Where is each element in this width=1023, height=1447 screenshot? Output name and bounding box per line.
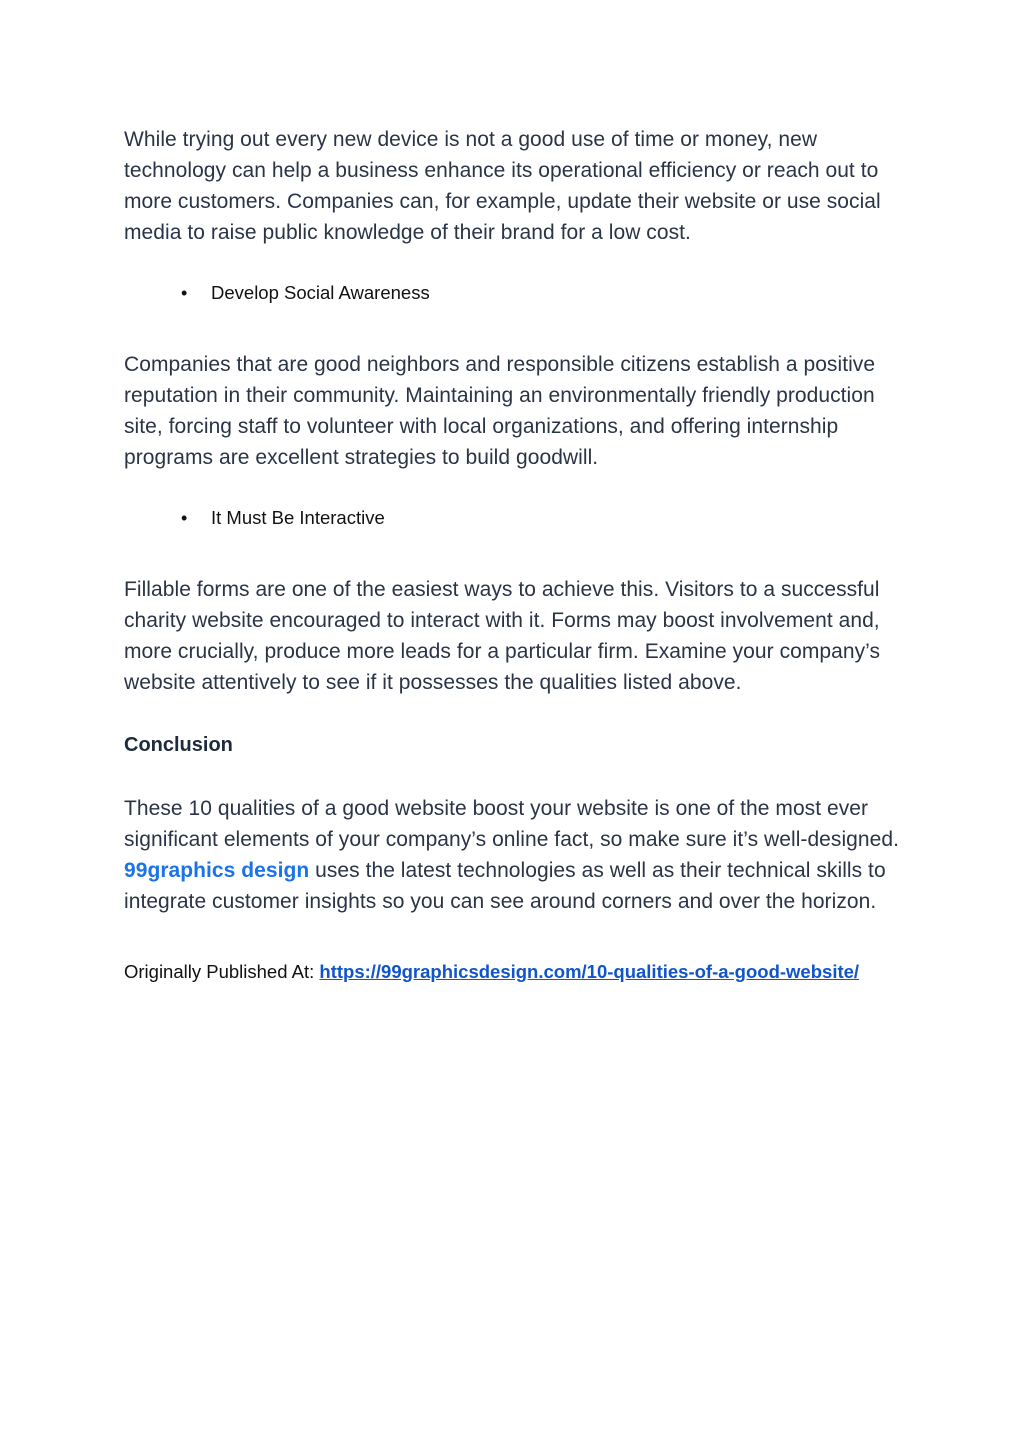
bullet-label: Develop Social Awareness	[211, 282, 430, 303]
heading-conclusion: Conclusion	[124, 734, 233, 756]
brand-link[interactable]: 99graphics design	[124, 859, 310, 882]
paragraph-social-awareness: Companies that are good neighbors and responsible citizens establish a positive reputation in their community. Maintaining an environmentally friendly production site, forcing staff to volunteer with local organizations, and offering internship programs are excellent strategies to build goodwill.	[124, 353, 876, 469]
paragraph-interactive: Fillable forms are one of the easiest ways to achieve this. Visitors to a successful charity website encouraged to interact with it. Forms may boost involvement and, more crucially, produce more leads for a particular firm. Examine your company’s website attentively to see if it possesses the qualities listed above.	[124, 578, 881, 694]
bullet-dot-icon: •	[181, 283, 188, 303]
paragraph-conclusion	[124, 793, 914, 917]
conclusion-text-end: uses the latest technologies as well as their technical skills to integrate customer insights so you can see around corners and over the horizon.	[124, 859, 886, 913]
published-label: Originally Published At:	[124, 961, 320, 982]
bullet-label: It Must Be Interactive	[211, 507, 385, 528]
paragraph-technology: While trying out every new device is not a good use of time or money, new technology can help a business enhance its operational efficiency or reach out to more customers. Companies can, for example, update their website or use social media to raise public knowledge of their brand for a low cost.	[124, 128, 881, 244]
originally-published	[124, 956, 914, 987]
bullet-dot-icon: •	[181, 508, 188, 528]
bullet-develop-social-awareness	[124, 279, 914, 307]
conclusion-text-start: These 10 qualities of a good website boost your website is one of the most ever significant elements of your company’s online fact, so make sure it’s well-designed.	[124, 797, 899, 851]
document-content	[124, 124, 914, 987]
bullet-it-must-be-interactive	[124, 504, 914, 532]
source-url-link[interactable]: https://99graphicsdesign.com/10-qualities-of-a-good-website/	[319, 961, 860, 982]
